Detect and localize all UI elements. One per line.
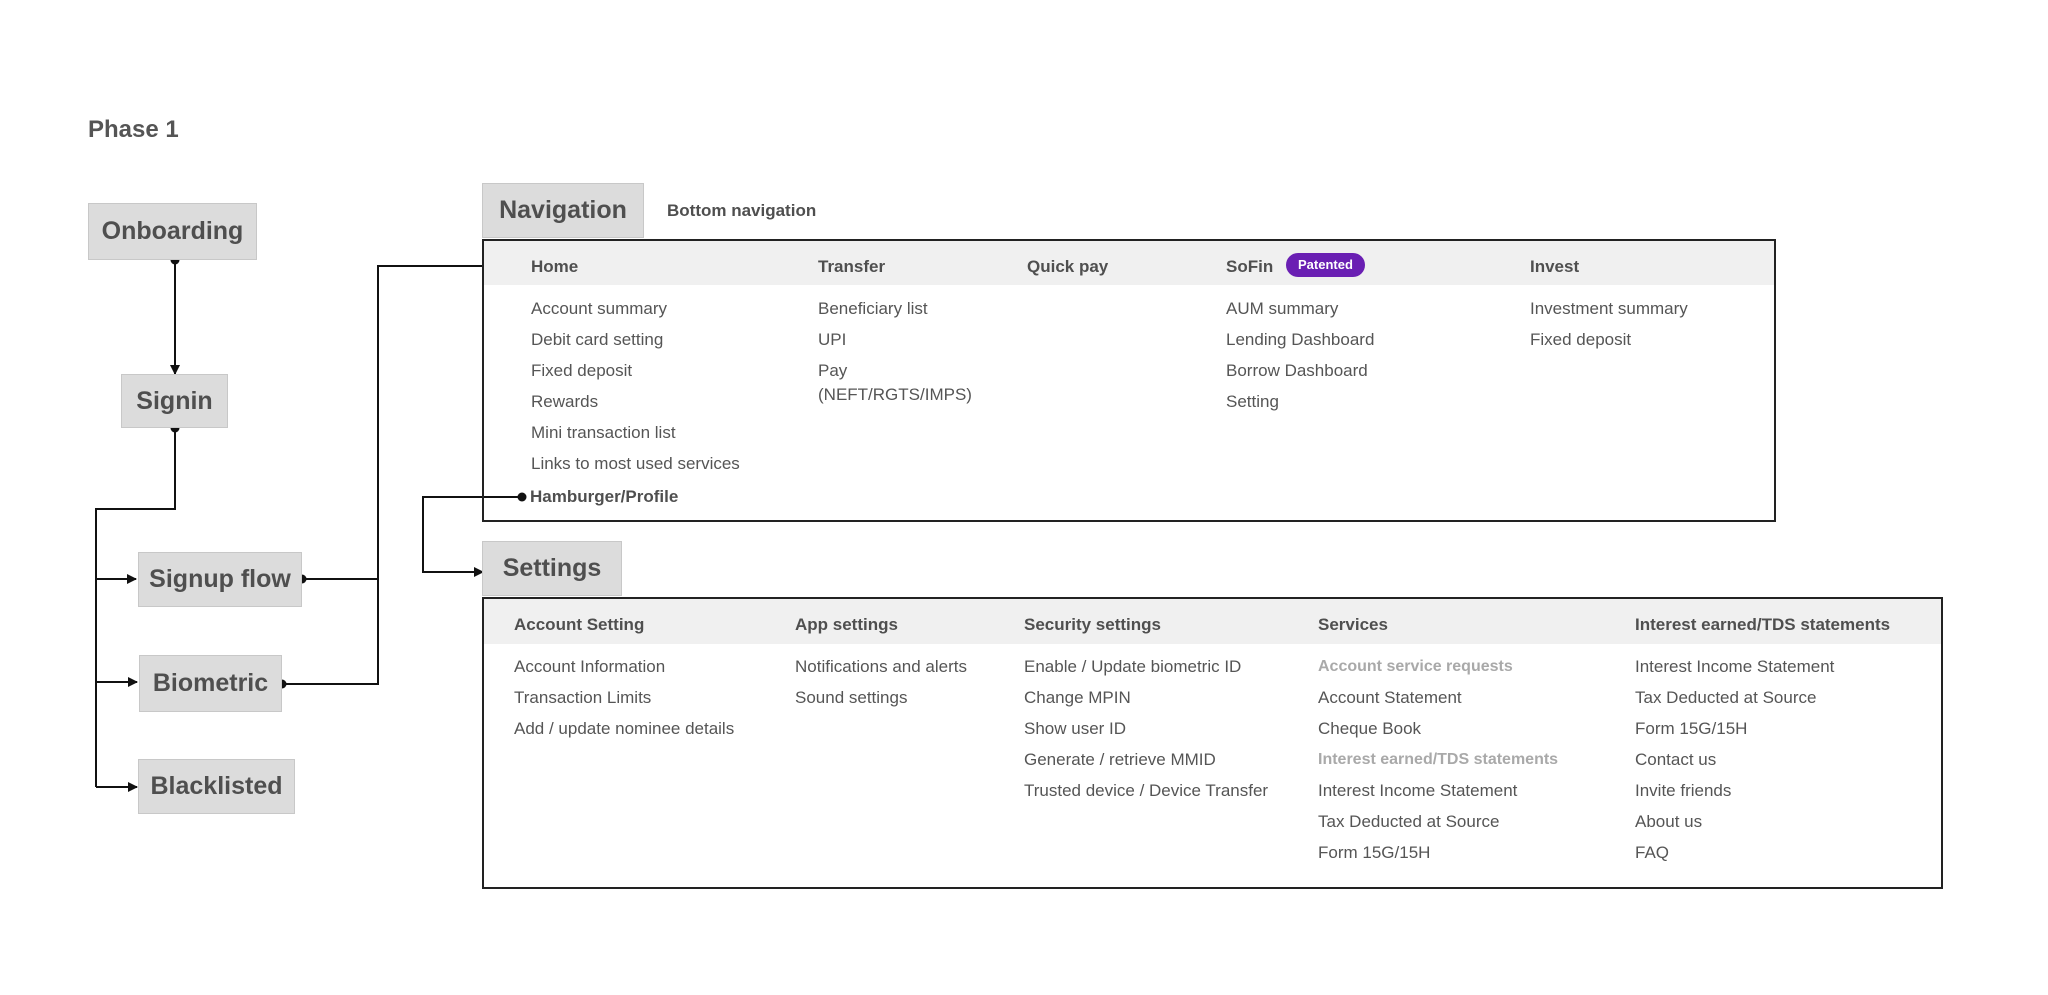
- list-item[interactable]: Links to most used services: [531, 454, 740, 473]
- settings-column-services: [1318, 613, 1558, 868]
- settings-column-interest: [1635, 613, 1890, 868]
- list-item[interactable]: Change MPIN: [1024, 688, 1131, 707]
- list-item[interactable]: Fixed deposit: [1530, 330, 1632, 349]
- settings-column-title[interactable]: Account Setting: [514, 615, 645, 634]
- bottom-navigation-label: Bottom navigation: [667, 201, 817, 220]
- signup-flow-node[interactable]: Signup flow: [138, 552, 302, 607]
- list-item[interactable]: Sound settings: [795, 688, 908, 707]
- list-item[interactable]: Lending Dashboard: [1226, 330, 1375, 349]
- phase-title: Phase 1: [88, 116, 179, 143]
- list-item[interactable]: About us: [1635, 812, 1703, 831]
- list-item[interactable]: Tax Deducted at Source: [1318, 812, 1500, 831]
- settings-column-title[interactable]: Interest earned/TDS statements: [1635, 615, 1891, 634]
- list-item[interactable]: FAQ: [1635, 843, 1670, 862]
- nav-column-title[interactable]: Transfer: [818, 257, 886, 276]
- signin-node[interactable]: Signin: [121, 374, 228, 428]
- list-item[interactable]: Form 15G/15H: [1635, 719, 1748, 738]
- list-item[interactable]: Transaction Limits: [514, 688, 652, 707]
- list-item[interactable]: Debit card setting: [531, 330, 664, 349]
- connector-signin-branch: [96, 428, 175, 787]
- section-subheading: Account service requests: [1318, 658, 1513, 675]
- nav-column-home: [531, 255, 740, 479]
- list-item[interactable]: Generate / retrieve MMID: [1024, 750, 1216, 769]
- nav-column-transfer: [818, 255, 998, 410]
- hamburger-profile-label[interactable]: Hamburger/Profile: [530, 487, 679, 506]
- list-item[interactable]: Form 15G/15H: [1318, 843, 1431, 862]
- settings-tab[interactable]: Settings: [482, 541, 622, 596]
- biometric-node[interactable]: Biometric: [139, 655, 282, 712]
- list-item[interactable]: Beneficiary list: [818, 299, 928, 318]
- settings-column-account: [514, 613, 734, 744]
- settings-column-title[interactable]: App settings: [795, 615, 898, 634]
- onboarding-node[interactable]: Onboarding: [88, 203, 257, 260]
- list-item[interactable]: Trusted device / Device Transfer: [1024, 781, 1269, 800]
- list-item[interactable]: Account Information: [514, 657, 666, 676]
- list-item[interactable]: Borrow Dashboard: [1226, 361, 1368, 380]
- settings-column-app: [795, 613, 967, 713]
- list-item[interactable]: Investment summary: [1530, 299, 1688, 318]
- patented-badge: Patented: [1286, 253, 1365, 277]
- list-item[interactable]: Enable / Update biometric ID: [1024, 657, 1242, 676]
- list-item[interactable]: Pay (NEFT/RGTS/IMPS): [818, 361, 972, 404]
- nav-column-title[interactable]: Home: [531, 257, 579, 276]
- settings-column-title[interactable]: Services: [1318, 615, 1388, 634]
- list-item[interactable]: Account summary: [531, 299, 668, 318]
- list-item[interactable]: Account Statement: [1318, 688, 1462, 707]
- nav-column-title[interactable]: Invest: [1530, 257, 1580, 276]
- nav-column-sofin: [1226, 255, 1374, 417]
- settings-column-title[interactable]: Security settings: [1024, 615, 1161, 634]
- nav-column-invest: [1530, 255, 1688, 355]
- list-item[interactable]: Rewards: [531, 392, 599, 411]
- list-item[interactable]: Invite friends: [1635, 781, 1732, 800]
- list-item[interactable]: Cheque Book: [1318, 719, 1422, 738]
- list-item[interactable]: Add / update nominee details: [514, 719, 735, 738]
- list-item[interactable]: AUM summary: [1226, 299, 1339, 318]
- list-item[interactable]: Mini transaction list: [531, 423, 676, 442]
- list-item[interactable]: Interest Income Statement: [1635, 657, 1835, 676]
- list-item[interactable]: Tax Deducted at Source: [1635, 688, 1817, 707]
- list-item[interactable]: Interest Income Statement: [1318, 781, 1518, 800]
- list-item[interactable]: UPI: [818, 330, 847, 349]
- list-item[interactable]: Notifications and alerts: [795, 657, 967, 676]
- blacklisted-node[interactable]: Blacklisted: [138, 759, 295, 814]
- list-item[interactable]: Setting: [1226, 392, 1279, 411]
- section-subheading: Interest earned/TDS statements: [1318, 751, 1559, 768]
- list-item[interactable]: Contact us: [1635, 750, 1717, 769]
- navigation-tab[interactable]: Navigation: [482, 183, 644, 238]
- nav-column-title[interactable]: SoFin: [1226, 257, 1274, 276]
- list-item[interactable]: Fixed deposit: [531, 361, 633, 380]
- nav-column-title[interactable]: Quick pay: [1027, 257, 1109, 276]
- settings-column-security: [1024, 613, 1268, 806]
- list-item[interactable]: Show user ID: [1024, 719, 1127, 738]
- nav-column-quick-pay: [1027, 255, 1108, 279]
